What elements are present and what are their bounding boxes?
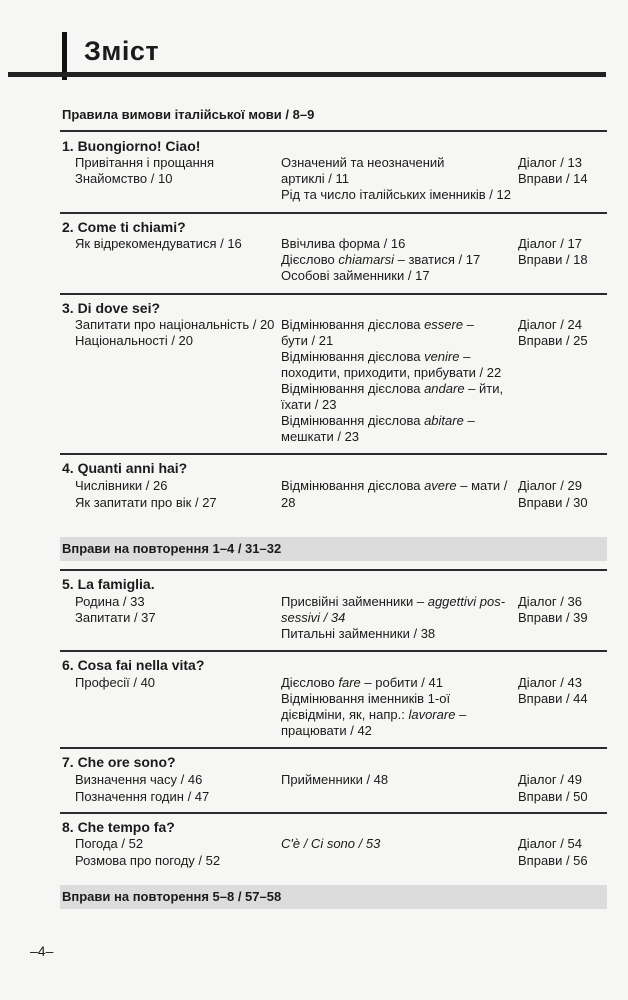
unit-3-heading: 3. Di dove sei? (62, 300, 161, 316)
unit-3-grammar: походити, приходити, прибувати / 22 (281, 365, 502, 380)
unit-8-heading: 8. Che tempo fa? (62, 819, 175, 835)
unit-1-dialog: Діалог / 13 (518, 155, 582, 170)
unit-6-grammar: дієвідміни, як, напр.: lavorare – (281, 707, 467, 722)
unit-7-dialog: Діалог / 49 (518, 772, 582, 787)
section-divider (60, 212, 607, 214)
unit-3-topic: Запитати про національність / 20 (75, 317, 275, 332)
unit-8-grammar: C'è / Ci sono / 53 (281, 836, 381, 851)
unit-6-dialog: Діалог / 43 (518, 675, 582, 690)
page-number: –4– (30, 943, 54, 959)
unit-2-grammar: Ввічлива форма / 16 (281, 236, 406, 251)
title-rule (8, 72, 606, 77)
unit-4-exercises: Вправи / 30 (518, 495, 588, 510)
unit-3-topic: Національності / 20 (75, 333, 193, 348)
pronunciation-entry: Правила вимови італійської мови / 8–9 (62, 107, 315, 122)
section-divider (60, 812, 607, 814)
unit-1-topic: Привітання і прощання (75, 155, 215, 170)
unit-5-dialog: Діалог / 36 (518, 594, 582, 609)
unit-7-grammar: Прийменники / 48 (281, 772, 389, 787)
section-divider (60, 293, 607, 295)
unit-2-dialog: Діалог / 17 (518, 236, 582, 251)
unit-1-exercises: Вправи / 14 (518, 171, 588, 186)
unit-6-heading: 6. Cosa fai nella vita? (62, 657, 205, 673)
section-divider (60, 569, 607, 571)
unit-7-exercises: Вправи / 50 (518, 789, 588, 804)
review-2-entry: Вправи на повторення 5–8 / 57–58 (62, 889, 282, 904)
unit-5-grammar: Питальні займенники / 38 (281, 626, 436, 641)
section-divider (60, 453, 607, 455)
unit-4-grammar: Відмінювання дієслова avere – мати / (281, 478, 508, 493)
section-divider (60, 130, 607, 132)
unit-1-heading: 1. Buongiorno! Ciao! (62, 138, 201, 154)
unit-6-grammar: працювати / 42 (281, 723, 372, 738)
unit-8-topic: Розмова про погоду / 52 (75, 853, 221, 868)
unit-8-dialog: Діалог / 54 (518, 836, 582, 851)
unit-3-exercises: Вправи / 25 (518, 333, 588, 348)
unit-1-topic: Знайомство / 10 (75, 171, 173, 186)
unit-3-grammar: їхати / 23 (281, 397, 337, 412)
unit-3-grammar: бути / 21 (281, 333, 334, 348)
section-divider (60, 747, 607, 749)
unit-3-grammar: мешкати / 23 (281, 429, 360, 444)
unit-6-topic: Професії / 40 (75, 675, 156, 690)
unit-6-grammar: Відмінювання іменників 1-ої (281, 691, 451, 706)
unit-2-grammar: Особові займенники / 17 (281, 268, 430, 283)
page-title: Зміст (84, 36, 160, 66)
unit-7-heading: 7. Che ore sono? (62, 754, 176, 770)
unit-7-topic: Позначення годин / 47 (75, 789, 210, 804)
unit-5-grammar: Присвійні займенники – aggettivi pos- (281, 594, 506, 609)
unit-4-heading: 4. Quanti anni hai? (62, 460, 188, 476)
unit-4-topic: Як запитати про вік / 27 (75, 495, 217, 510)
unit-5-exercises: Вправи / 39 (518, 610, 588, 625)
unit-5-topic: Родина / 33 (75, 594, 145, 609)
unit-1-grammar: артиклі / 11 (281, 171, 350, 186)
unit-2-topic: Як відрекомендуватися / 16 (75, 236, 242, 251)
unit-1-grammar: Означений та неозначений (281, 155, 445, 170)
unit-1-grammar: Рід та число італійських іменників / 12 (281, 187, 511, 202)
unit-6-grammar: Дієслово fare – робити / 41 (281, 675, 443, 690)
unit-3-grammar: Відмінювання дієслова essere – (281, 317, 474, 332)
unit-5-heading: 5. La famiglia. (62, 576, 155, 592)
unit-3-grammar: Відмінювання дієслова abitare – (281, 413, 475, 428)
unit-3-grammar: Відмінювання дієслова andare – йти, (281, 381, 504, 396)
section-divider (60, 650, 607, 652)
unit-6-exercises: Вправи / 44 (518, 691, 588, 706)
unit-3-grammar: Відмінювання дієслова venire – (281, 349, 471, 364)
unit-8-topic: Погода / 52 (75, 836, 144, 851)
unit-5-grammar: sessivi / 34 (281, 610, 346, 625)
unit-4-dialog: Діалог / 29 (518, 478, 582, 493)
unit-2-exercises: Вправи / 18 (518, 252, 588, 267)
review-1-entry: Вправи на повторення 1–4 / 31–32 (62, 541, 282, 556)
unit-8-exercises: Вправи / 56 (518, 853, 588, 868)
unit-4-grammar: 28 (281, 495, 296, 510)
unit-5-topic: Запитати / 37 (75, 610, 156, 625)
unit-4-topic: Числівники / 26 (75, 478, 168, 493)
unit-2-grammar: Дієслово chiamarsi – зватися / 17 (281, 252, 481, 267)
unit-7-topic: Визначення часу / 46 (75, 772, 203, 787)
unit-3-dialog: Діалог / 24 (518, 317, 582, 332)
unit-2-heading: 2. Come ti chiami? (62, 219, 186, 235)
